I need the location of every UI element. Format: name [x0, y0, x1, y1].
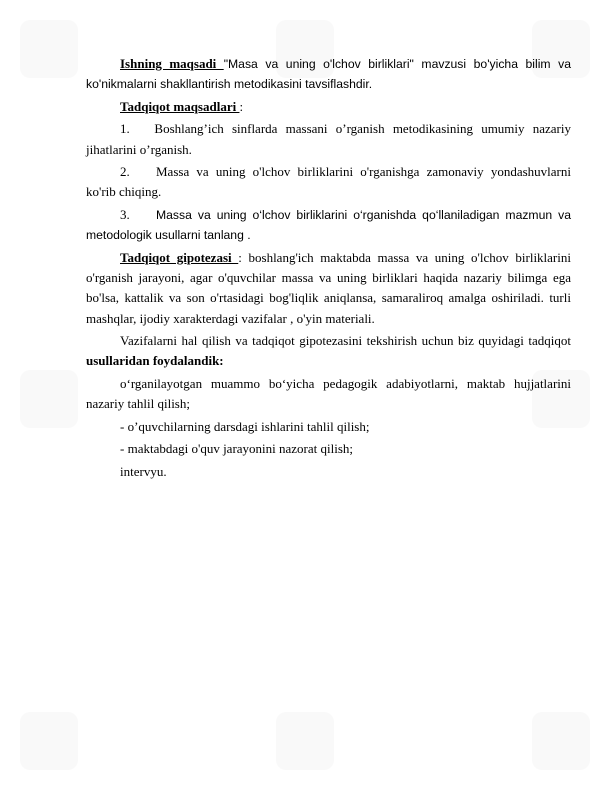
document-body — [86, 54, 571, 484]
watermark-tile — [276, 712, 334, 770]
watermark-tile — [20, 370, 78, 428]
objective-text: Boshlang’ich sinflarda massani o’rganish metodikasining umumiy nazariy jihatlarini o’rganish. — [86, 121, 572, 157]
watermark-tile — [532, 712, 590, 770]
hypothesis-heading: Tadqiqot gipotezasi — [120, 249, 239, 265]
method-text: - maktabdagi o'quv jarayonini nazorat qilish; — [120, 441, 354, 457]
objectives-colon: : — [239, 98, 244, 114]
method-text: o‘rganilayotgan muammo bo‘yicha pedagogik adabiyotlarni, maktab hujjatlarini nazariy tahlil qilish; — [86, 375, 571, 412]
objective-text: Massa va uning o‘lchov birliklarini o‘rganishda qo‘llaniladigan mazmun va metodologik usullarni tanlang . — [86, 207, 571, 243]
method-item — [86, 417, 571, 437]
methods-intro: Vazifalarni hal qilish va tadqiqot gipotezasini tekshirish uchun biz quyidagi tadqiqot — [120, 332, 571, 348]
objective-item-3 — [86, 205, 571, 246]
objectives-heading: Tadqiqot maqsadlari — [120, 98, 240, 114]
goal-text: "Masa va uning o'lchov birliklari" mavzusi bo'yicha bilim va ko'nikmalarni shakllantirish metodikasini tavsiflashdir. — [86, 57, 571, 92]
objectives-heading-line — [86, 97, 571, 117]
hypothesis-paragraph — [86, 248, 571, 329]
objective-item-2 — [86, 162, 571, 203]
watermark-tile — [20, 20, 78, 78]
method-text: - o’quvchilarning darsdagi ishlarini tahlil qilish; — [120, 418, 370, 434]
method-text: intervyu. — [120, 463, 167, 479]
method-item — [86, 462, 571, 482]
method-item — [86, 374, 571, 415]
objective-number: 1. — [120, 121, 130, 137]
goal-heading: Ishning maqsadi — [120, 56, 224, 71]
objective-item-1 — [86, 119, 571, 160]
goal-paragraph — [86, 54, 571, 95]
objective-number: 2. — [120, 164, 130, 180]
objective-text: Massa va uning o'lchov birliklarini o'rganishga zamonaviy yondashuvlarni ko'rib chiqing. — [86, 164, 571, 200]
objective-number: 3. — [120, 206, 130, 222]
method-item — [86, 439, 571, 459]
watermark-tile — [20, 712, 78, 770]
hypothesis-text: : boshlang'ich maktabda massa va uning o'lchov birliklarini o'rganish jarayoni, agar o'quvchilar massa va uning birliklari haqida nazariy bilimga ega bo'lsa, kattalik va son o'rtasidagi bog'liqlik aniqlansa, samaraliroq amalga oshiriladi. turli mashqlar, ijodiy xarakterdagi vazifalar , o'yin materiali. — [86, 249, 571, 326]
methods-bold: usullaridan foydalandik: — [86, 353, 224, 369]
methods-paragraph — [86, 331, 571, 372]
